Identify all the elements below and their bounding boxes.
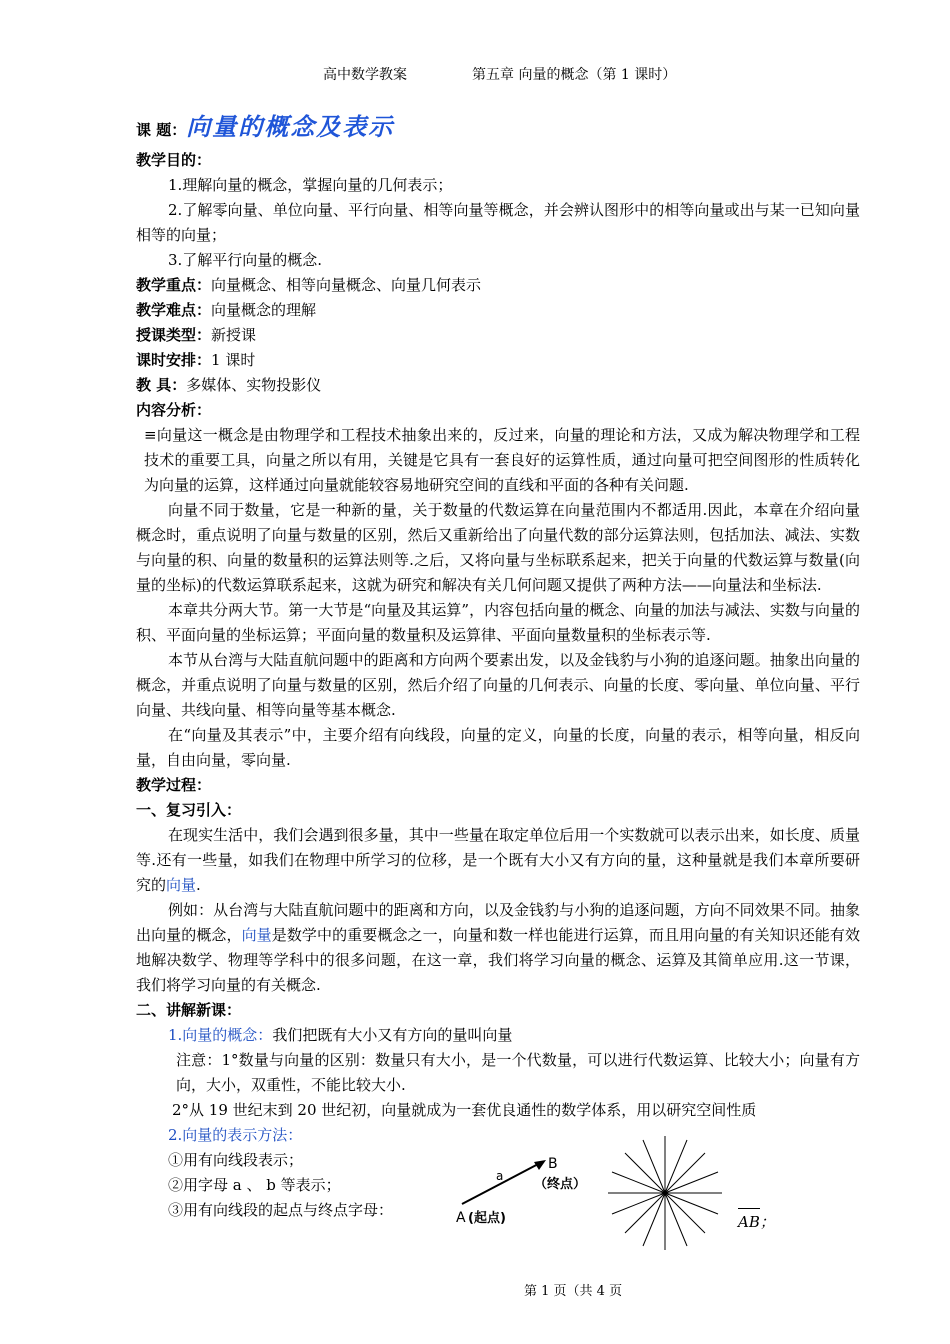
meta-value: 向量概念、相等向量概念、向量几何表示 <box>211 276 482 294</box>
free-vectors-star-figure <box>602 1130 728 1256</box>
note-1: 注意：1°数量与向量的区别：数量只有大小，是一个代数量，可以进行代数运算、比较大小；向量有方向，大小，双重性，不能比较大小. <box>176 1051 860 1094</box>
title-text: 向量的概念及表示 <box>186 113 395 141</box>
analysis-paragraph: 本节从台湾与大陆直航问题中的距离和方向两个要素出发，以及金钱豹与小狗的追逐问题。抽象出向量的概念，并重点说明了向量与数量的区别，然后介绍了向量的几何表示、向量的长度、零向量、单位向量、平行向量、共线向量、相等向量等基本概念. <box>136 651 860 719</box>
meta-label: 教学重点： <box>136 276 212 294</box>
repr-item: ③用有向线段的起点与终点字母： <box>168 1201 394 1219</box>
representation-link[interactable]: 2.向量的表示方法： <box>168 1126 303 1144</box>
new-lesson-heading: 二、讲解新课： <box>136 1001 242 1019</box>
repr-item: ①用有向线段表示； <box>168 1151 304 1169</box>
label-end: （终点） <box>534 1177 587 1192</box>
label-a-start: A <box>456 1210 466 1226</box>
review-paragraph: 在现实生活中，我们会遇到很多量，其中一些量在取定单位后用一个实数就可以表示出来，如长度、质量等.还有一些量，如我们在物理中所学习的位移，是一个既有大小又有方向的量，这种量就是我们本章所要研究的向量. <box>136 826 860 894</box>
meta-value: 多媒体、实物投影仪 <box>186 376 322 394</box>
meta-row <box>136 348 860 373</box>
review-heading: 一、复习引入： <box>136 801 242 819</box>
concept-text: 我们把既有大小又有方向的量叫向量 <box>272 1026 513 1044</box>
directed-segment-figure <box>454 1148 594 1226</box>
analysis-paragraph: 在“向量及其表示”中，主要介绍有向线段，向量的定义，向量的长度，向量的表示，相等向量，相反向量，自由向量，零向量. <box>136 726 860 769</box>
title-label: 课 题： <box>136 121 187 139</box>
objective-item: 1.理解向量的概念，掌握向量的几何表示； <box>168 176 453 194</box>
label-start: (起点) <box>468 1211 506 1226</box>
note-2: 2°从 19 世纪末到 20 世纪初，向量就成为一套优良通性的数学体系，用以研究空间性质 <box>172 1101 757 1119</box>
overline <box>738 1208 760 1209</box>
representation-section <box>136 1148 860 1248</box>
objectives-heading: 教学目的： <box>136 151 212 169</box>
meta-row <box>136 273 860 298</box>
meta-row <box>136 298 860 323</box>
objective-item: 2.了解零向量、单位向量、平行向量、相等向量等概念，并会辨认图形中的相等向量或出与某一已知向量相等的向量； <box>136 201 860 244</box>
meta-row <box>136 323 860 348</box>
vector-link[interactable]: 向量 <box>166 876 197 894</box>
analysis-heading: 内容分析： <box>136 401 212 419</box>
page-footer: 第 1 页（共 4 页 <box>524 1284 623 1299</box>
meta-label: 授课类型： <box>136 326 212 344</box>
header-left: 高中数学教案 <box>323 67 407 83</box>
page-header <box>0 64 950 86</box>
meta-label: 教学难点： <box>136 301 212 319</box>
process-heading: 教学过程： <box>136 776 212 794</box>
lesson-title <box>136 112 860 148</box>
header-right: 第五章 向量的概念（第 1 课时） <box>472 67 677 83</box>
document-body <box>136 112 860 1248</box>
concept-line <box>136 1023 860 1048</box>
label-b: B <box>548 1156 558 1172</box>
objective-item: 3.了解平行向量的概念. <box>168 251 323 269</box>
analysis-paragraph: 本章共分两大节。第一大节是“向量及其运算”，内容包括向量的概念、向量的加法与减法、实数与向量的积、平面向量的坐标运算；平面向量的数量积及运算律、平面向量数量积的坐标表示等. <box>136 601 860 644</box>
meta-label: 课时安排： <box>136 351 212 369</box>
ab-notation: AB； <box>738 1210 775 1235</box>
vector-link[interactable]: 向量 <box>241 926 272 944</box>
analysis-paragraph: 向量不同于数量，它是一种新的量，关于数量的代数运算在向量范围内不都适用.因此，本章在介绍向量概念时，重点说明了向量与数量的区别，然后又重新给出了向量代数的部分运算法则，包括加法、减法、实数与向量的积、向量的数量积的运算法则等.之后，又将向量与坐标联系起来，把关于向量的代数运算与数量(向量的坐标)的代数运算联系起来，这就为研究和解决有关几何问题又提供了两种方法——向量法和坐标法. <box>136 501 860 594</box>
repr-item: ②用字母 a 、 b 等表示； <box>168 1176 341 1194</box>
meta-value: 1 课时 <box>211 351 256 369</box>
meta-value: 新授课 <box>211 326 257 344</box>
meta-label: 教 具： <box>136 376 187 394</box>
concept-link[interactable]: 1.向量的概念： <box>168 1026 273 1044</box>
meta-value: 向量概念的理解 <box>211 301 317 319</box>
analysis-paragraph: ≡向量这一概念是由物理学和工程技术抽象出来的，反过来，向量的理论和方法，又成为解决物理学和工程技术的重要工具，向量之所以有用，关键是它具有一套良好的运算性质，通过向量可把空间图形的性质转化为向量的运算，这样通过向量就能较容易地研究空间的直线和平面的各种有关问题. <box>144 426 860 494</box>
meta-row <box>136 373 860 398</box>
review-paragraph: 例如：从台湾与大陆直航问题中的距离和方向，以及金钱豹与小狗的追逐问题，方向不同效果不同。抽象出向量的概念，向量是数学中的重要概念之一，向量和数一样也能进行运算，而且用向量的有关知识还能有效地解决数学、物理等学科中的很多问题，在这一章，我们将学习向量的概念、运算及其简单应用.这一节课，我们将学习向量的有关概念. <box>136 901 860 994</box>
label-a: a <box>496 1169 504 1183</box>
